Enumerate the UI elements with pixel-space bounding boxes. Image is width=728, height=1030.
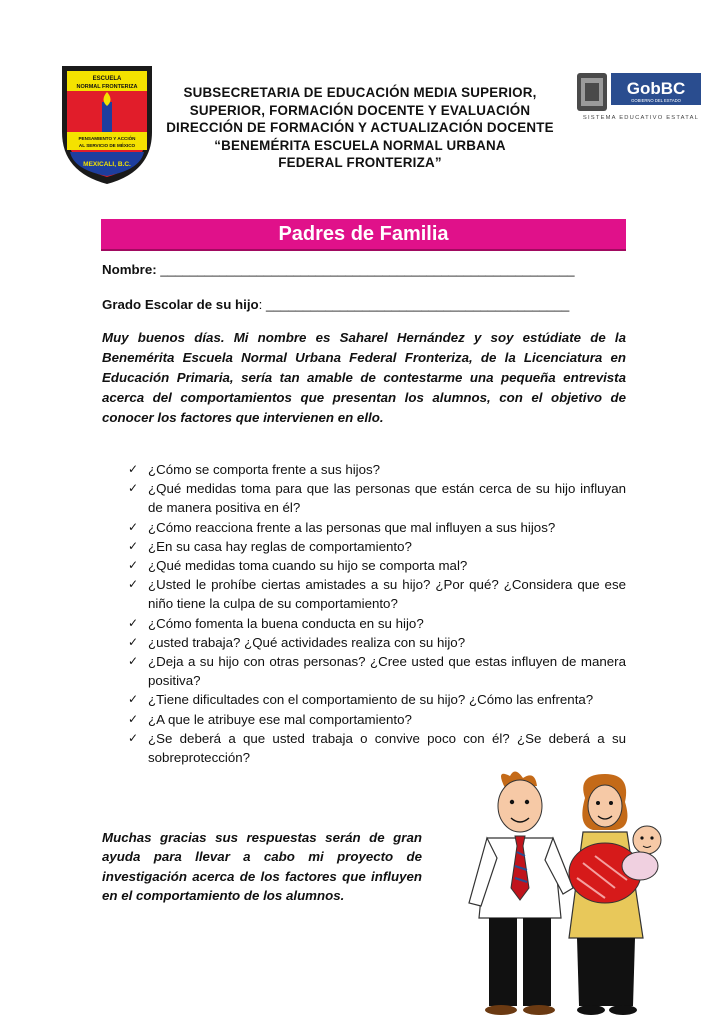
checkmark-icon: ✓ (128, 615, 139, 630)
question-text: ¿Deja a su hijo con otras personas? ¿Cree usted que estas influyen de manera positiva? (148, 654, 626, 689)
question-text: ¿Qué medidas toma cuando su hijo se comporta mal? (148, 558, 468, 574)
gob-tag-text: GOBIERNO DEL ESTADO (631, 98, 681, 103)
question-item (128, 614, 626, 633)
question-text: ¿Cómo reacciona frente a las personas que mal influyen a sus hijos? (148, 519, 556, 535)
logo-band-text-2: AL SERVICIO DE MÉXICO (78, 143, 136, 148)
question-item (128, 652, 626, 690)
nombre-label: Nombre: (102, 262, 161, 277)
question-item (128, 460, 626, 479)
checkmark-icon: ✓ (128, 711, 139, 726)
question-item (128, 556, 626, 575)
state-seal-icon (577, 73, 607, 111)
grado-field[interactable] (102, 297, 569, 312)
family-illustration-icon (465, 768, 675, 1018)
logo-top-text-2: NORMAL FRONTERIZA (76, 84, 138, 90)
page-title-banner: Padres de Familia (101, 219, 626, 251)
question-item (128, 690, 626, 709)
question-item (128, 729, 626, 767)
gobbc-logo (575, 70, 705, 125)
question-list (128, 460, 626, 767)
header-line-2: SUPERIOR, FORMACIÓN DOCENTE Y EVALUACIÓN (189, 102, 531, 118)
question-item (128, 518, 626, 537)
question-item (128, 479, 626, 517)
question-text: ¿Se deberá a que usted trabaja o convive poco con él? ¿Se deberá a su sobreprotección? (148, 730, 626, 766)
checkmark-icon: ✓ (128, 462, 139, 476)
question-item (128, 537, 626, 556)
question-text: ¿Tiene dificultades con el comportamiento de su hijo? ¿Cómo las enfrenta? (148, 692, 594, 708)
checkmark-icon: ✓ (128, 577, 139, 592)
intro-paragraph: Muy buenos días. Mi nombre es Saharel Hernández y soy estúdiate de la Benemérita Escuela Normal Urbana Federal Fronteriza, de la Licenciatura en Educación Primaria, sería tan amable de contestarme una pequeña entrevista acerca del comportamientos que presentan los alumnos, con el objetivo de conocer los factores que intervienen en ello. (102, 330, 626, 425)
header-title-block (140, 84, 580, 172)
checkmark-icon: ✓ (128, 692, 139, 707)
checkmark-icon: ✓ (128, 558, 139, 573)
question-text: ¿Usted le prohíbe ciertas amistades a su hijo? ¿Por qué? ¿Considera que ese niño tiene la culpa de su comportamiento? (148, 577, 626, 612)
logo-band-text-1: PENSAMIENTO Y ACCIÓN (78, 136, 136, 141)
question-item (128, 575, 626, 613)
checkmark-icon: ✓ (128, 481, 139, 496)
question-text: ¿usted trabaja? ¿Qué actividades realiza con su hijo? (148, 634, 466, 650)
question-text: ¿En su casa hay reglas de comportamiento? (148, 538, 412, 554)
header-line-1: SUBSECRETARIA DE EDUCACIÓN MEDIA SUPERIOR, (183, 85, 537, 100)
question-text: ¿A que le atribuye ese mal comportamiento? (148, 711, 412, 727)
header-line-4: “BENEMÉRITA ESCUELA NORMAL URBANA (214, 137, 506, 153)
closing-paragraph: Muchas gracias sus respuestas serán de gran ayuda para llevar a cabo mi proyecto de investigación acerca de los factores que influyen en el comportamiento de los alumnos. (102, 830, 422, 904)
checkmark-icon: ✓ (128, 519, 139, 534)
logo-bottom-text: MEXICALI, B.C. (83, 161, 131, 168)
mother-figure (569, 774, 643, 1015)
gob-subtitle-text: SISTEMA EDUCATIVO ESTATAL (582, 115, 700, 121)
father-figure (469, 771, 573, 1015)
checkmark-icon: ✓ (128, 538, 139, 553)
nombre-field[interactable] (102, 262, 575, 277)
checkmark-icon: ✓ (128, 730, 139, 745)
question-text: ¿Cómo fomenta la buena conducta en su hijo? (148, 615, 424, 631)
grado-colon: : (258, 297, 267, 312)
question-text: ¿Cómo se comporta frente a sus hijos? (148, 462, 381, 477)
nombre-blank-line[interactable]: ________________________________________________________ (160, 262, 575, 277)
gob-brand-text: GobBC (626, 79, 686, 98)
question-item (128, 633, 626, 652)
header-line-3: DIRECCIÓN DE FORMACIÓN Y ACTUALIZACIÓN DOCENTE (166, 120, 554, 136)
question-item (128, 710, 626, 729)
question-text: ¿Qué medidas toma para que las personas que están cerca de su hijo influyan de manera positiva en él? (148, 481, 626, 516)
header-line-5: FEDERAL FRONTERIZA” (278, 155, 442, 171)
checkmark-icon: ✓ (128, 654, 139, 669)
grado-label: Grado Escolar de su hijo (102, 297, 259, 312)
checkmark-icon: ✓ (128, 634, 139, 649)
logo-top-text-1: ESCUELA (92, 76, 122, 82)
grado-blank-line[interactable]: _________________________________________ (266, 297, 570, 312)
